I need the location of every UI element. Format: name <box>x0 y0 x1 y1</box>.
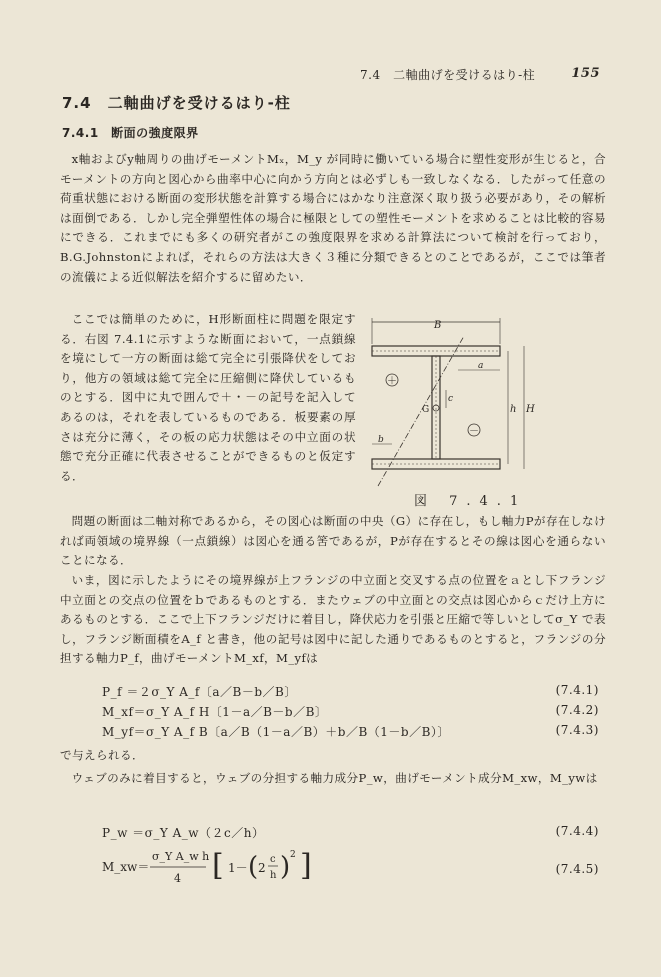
running-header-title: 7.4 二軸曲げを受けるはり-柱 <box>360 68 536 82</box>
inner-denominator: h <box>270 870 277 881</box>
svg-text:): ) <box>280 852 291 882</box>
dim-label-H: H <box>526 404 535 415</box>
equation-7-4-2: M_xf＝σ_Y A_f H〔1－a／B－b／B〕 <box>102 705 328 719</box>
paragraph-web: ウェブのみに着目すると，ウェブの分担する軸力成分P_w，曲げモーメント成分M_xw，M_ywは <box>71 771 598 785</box>
svg-text:(: ( <box>248 852 259 882</box>
dim-label-b: b <box>378 435 384 445</box>
svg-text:[: [ <box>212 848 224 883</box>
section-title: 7.4 二軸曲げを受けるはり-柱 <box>62 94 291 112</box>
inner-coefficient: 2 <box>258 861 266 875</box>
equation-number: (7.4.5) <box>555 862 599 876</box>
paragraph-given: で与えられる． <box>60 748 144 762</box>
plus-mark: ＋ <box>387 376 397 387</box>
equation-number: (7.4.2) <box>555 703 599 717</box>
equation-lhs: M_xw＝ <box>102 860 150 874</box>
paragraph-h-section: ここでは簡単のために，H形断面柱に問題を限定する．右図 7.4.1に示すような断面において，一点鎖線を境にして一方の断面は総て完全に引張降伏をしており，他方の領域は総て完全に圧縮側に降伏しているものとする．図中に丸で囲んで＋・－の記号を記入してあるのは，それを表しているものである．板要素の厚さは充分に薄く，その板の応力状態はその中立面の状態で充分正確に代表させることができるものと仮定する． <box>60 312 356 483</box>
h-section-figure <box>358 316 538 488</box>
equation-7-4-5 <box>102 845 332 889</box>
centroid-label-G: G <box>422 405 430 415</box>
page-number: 155 <box>571 66 600 81</box>
fraction-numerator: σ_Y A_w h <box>152 850 210 863</box>
subsection-title: 7.4.1 断面の強度限界 <box>62 126 199 140</box>
equation-number: (7.4.3) <box>555 723 599 737</box>
dim-label-h: h <box>510 404 517 415</box>
fraction-denominator: 4 <box>174 872 181 885</box>
paragraph-intro: x軸およびy軸周りの曲げモーメントMₓ，M_y が同時に働いている場合に塑性変形が生じると，合モーメントの方向と図心から曲率中心に向かう方向とは必ずしも一致しなくなる．したがって任意の荷重状態における断面の変形状態を計算する場合にはかなり注意深く取り扱う必要があり，その解析は面倒である．しかし完全弾塑性体の場合に極限としての塑性モーメントを求めることは比較的容易にできる．これまでにも多くの研究者がこの強度限界を求める計算法について検討を行っており，B.G.Johnstonによれば，それらの方法は大きく３種に分類できるとのことであるが，ここでは筆者の流儀による近似解法を紹介するに留めたい． <box>60 152 606 284</box>
equation-number: (7.4.1) <box>555 683 599 697</box>
bracket-body: 1－ <box>228 861 248 875</box>
dim-label-B: B <box>434 320 442 331</box>
paragraph-flange: いま，図に示したようにその境界線が上フランジの中立面と交叉する点の位置をａとし下フランジ中立面との交点の位置をｂであるものとする．またウェブの中立面との交点は図心からｃだけ上方にあるものとする．ここで上下フランジだけに着目し，降伏応力を引張と圧縮で等しいとしてσ_Y で表し，フランジ断面積をA_f と書き，他の記号は図中に記した通りであるものとすると，フランジの分担する軸力P_f，曲げモーメントM_xf，M_yfは <box>60 573 606 666</box>
equation-number: (7.4.4) <box>555 824 599 838</box>
dim-label-a: a <box>478 361 484 371</box>
equation-7-4-4: P_w ＝σ_Y A_w（２c／h） <box>102 826 265 840</box>
figure-caption: 図 7.4.1 <box>414 494 528 509</box>
svg-text:]: ] <box>300 848 312 883</box>
paragraph-symmetry: 問題の断面は二軸対称であるから，その図心は断面の中央（G）に存在し，もし軸力Pが存在しなければ両領域の境界線（一点鎖線）は図心を通る筈であるが，Pが存在するとその線は図心を通らないことになる． <box>60 514 606 568</box>
equation-7-4-1: P_f ＝２σ_Y A_f〔a／B－b／B〕 <box>102 685 297 699</box>
dim-label-c: c <box>448 394 454 404</box>
running-header <box>360 66 600 83</box>
minus-mark: － <box>469 426 479 437</box>
power: 2 <box>290 850 296 860</box>
equation-7-4-3: M_yf＝σ_Y A_f B〔a／B（1－a／B）＋b／B（1－b／B）〕 <box>102 725 450 739</box>
inner-numerator: c <box>270 854 276 865</box>
